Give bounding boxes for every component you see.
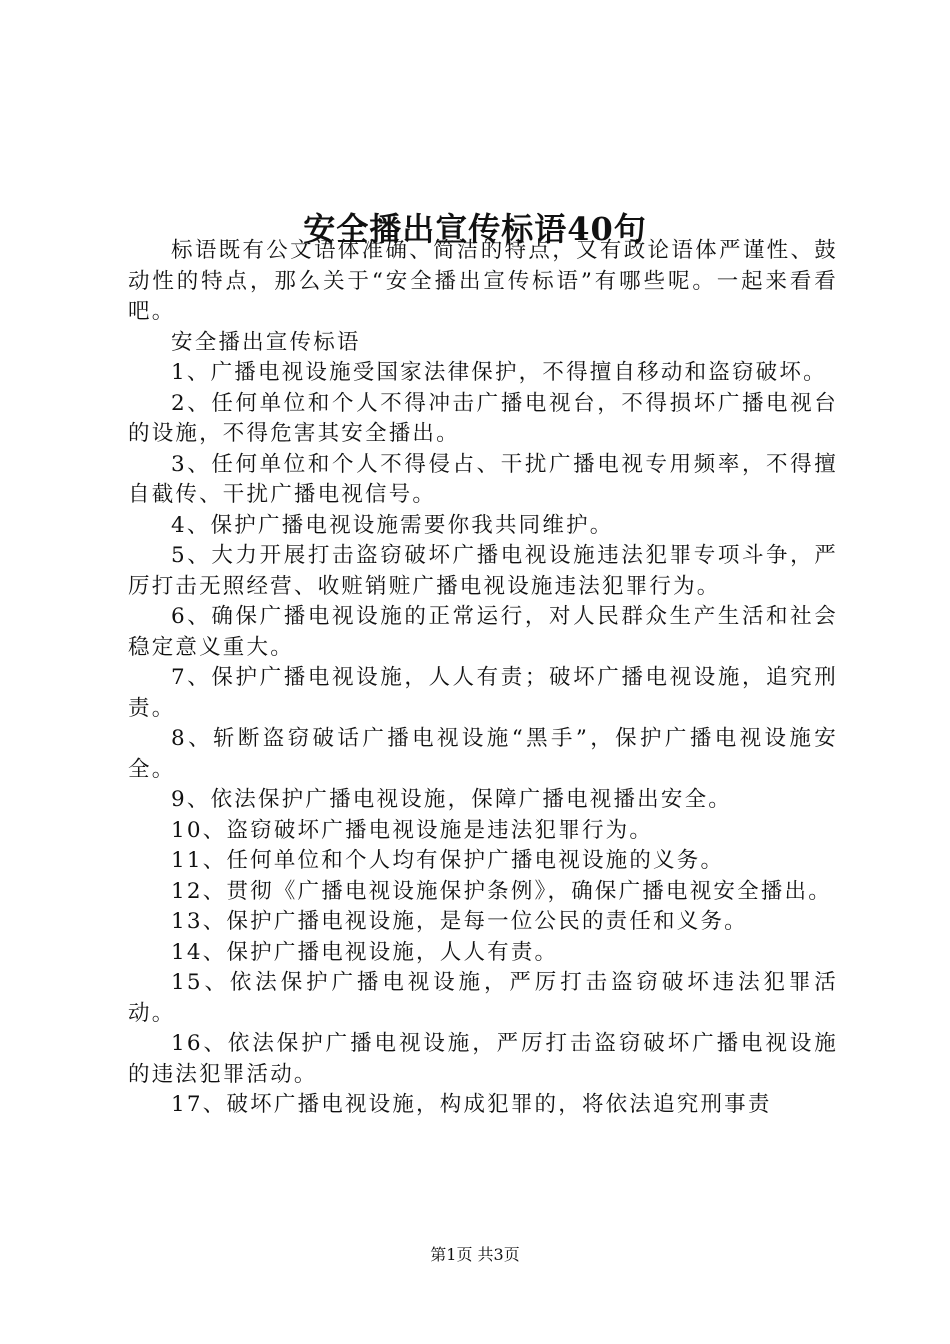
slogan-item: 14、保护广播电视设施，人人有责。 [171, 939, 559, 965]
slogan-item: 4、保护广播电视设施需要你我共同维护。 [171, 512, 614, 538]
slogan-item: 3、任何单位和个人不得侵占、干扰广播电视专用频率，不得擅自截传、干扰广播电视信号。 [128, 451, 838, 507]
section-heading: 安全播出宣传标语 [171, 329, 361, 355]
slogan-item: 2、任何单位和个人不得冲击广播电视台，不得损坏广播电视台的设施，不得危害其安全播出。 [128, 390, 838, 446]
slogan-item: 7、保护广播电视设施，人人有责；破坏广播电视设施，追究刑责。 [128, 665, 838, 721]
document-title: 安全播出宣传标语40句 [303, 210, 647, 249]
slogan-item: 15、依法保护广播电视设施，严厉打击盗窃破坏违法犯罪活动。 [128, 970, 838, 1026]
slogan-item: 13、保护广播电视设施，是每一位公民的责任和义务。 [171, 909, 748, 934]
slogan-item: 6、确保广播电视设施的正常运行，对人民群众生产生活和社会稳定意义重大。 [128, 604, 838, 660]
page-number-footer: 第1页 共3页 [430, 1245, 520, 1264]
slogan-item: 8、斩断盗窃破话广播电视设施“黑手”，保护广播电视设施安全。 [128, 726, 838, 782]
slogan-item: 9、依法保护广播电视设施，保障广播电视播出安全。 [171, 787, 732, 812]
slogan-item: 12、贯彻《广播电视设施保护条例》，确保广播电视安全播出。 [171, 878, 832, 904]
document-body [128, 236, 838, 1121]
slogan-item: 10、盗窃破坏广播电视设施是违法犯罪行为。 [171, 817, 654, 843]
slogan-item: 11、任何单位和个人均有保护广播电视设施的义务。 [171, 848, 725, 873]
intro-paragraph: 标语既有公文语体准确、简洁的特点，又有政论语体严谨性、鼓动性的特点，那么关于“安全播出宣传标语”有哪些呢。一起来看看吧。 [128, 238, 838, 324]
slogan-item: 17、破坏广播电视设施，构成犯罪的，将依法追究刑事责 [171, 1092, 772, 1117]
slogan-item: 1、广播电视设施受国家法律保护，不得擅自移动和盗窃破坏。 [171, 360, 827, 385]
slogan-item: 5、大力开展打击盗窃破坏广播电视设施违法犯罪专项斗争，严厉打击无照经营、收赃销赃广播电视设施违法犯罪行为。 [128, 543, 838, 599]
slogan-item: 16、依法保护广播电视设施，严厉打击盗窃破坏广播电视设施的违法犯罪活动。 [128, 1031, 838, 1087]
